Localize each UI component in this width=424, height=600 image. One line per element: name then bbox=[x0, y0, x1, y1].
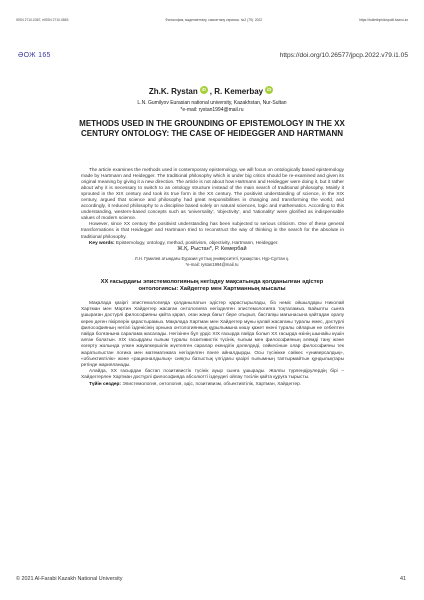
abstract-kz bbox=[81, 301, 344, 388]
kz-keywords bbox=[81, 382, 344, 388]
affiliation bbox=[0, 100, 424, 114]
affiliation-text: L.N. Gumilyov Eurasian national university, Kazakhstan, Nur-Sultan bbox=[137, 100, 287, 106]
kz-keywords-label: Түйін сөздер: bbox=[89, 381, 122, 387]
kz-abstract-paragraph: Алайда, ХХ ғасырдан бастап позитивистік түсінік ауыр сынға ұшырады. Жалпы түрлендірулердің бірі – Хайдеггерлен Хартман дәстүрлі философияда абсолютті іздеудегі ойлау тәсілін қайта құруға тырысты. bbox=[81, 369, 344, 381]
kz-article-title: ХХ ғасырдағы эпистемологияның негіздеу мақсатында қолданылған әдістер онтологиясы: Хайдеггер мен Хартманның мысалы bbox=[100, 279, 324, 292]
author-email[interactable]: *e-mail: rystan1994@mail.ru bbox=[180, 107, 244, 113]
article-title: METHODS USED IN THE GROUNDING OF EPISTEMOLOGY IN THE XX CENTURY ONTOLOGY: THE CASE OF HEIDEGGER AND HARTMANN bbox=[79, 119, 345, 138]
doi-link[interactable]: https://doi.org/10.26577/jpcp.2022.v79.i1.05 bbox=[279, 52, 408, 59]
keywords-text: Epistemology, ontology, method, positivism, objectivity, Hartmann, Heidegger. bbox=[114, 240, 279, 246]
journal-url[interactable]: https://bulletinphilospolit.kaznu.kz bbox=[359, 18, 408, 22]
abstract-en bbox=[81, 168, 344, 247]
page-footer bbox=[16, 576, 406, 582]
author-line bbox=[0, 86, 424, 96]
kz-abstract-paragraph: Мақалада қазіргі эпистемологияда қолданылатын әдістер қарастырылады, біз немiс ойшылдары Николай Хартман мен Мартин Хайдеггер жасаған онтологияға негізделген эпистемологияға тоқталамыз. Байыпты сынға ұшыраған дәстүрлі философияны қайта қарап, оған жаңа бағыт бере отырып, бастапқы мағынасына қайтадан оралу керек деген пікірлерін қарастырамыз. Мақалада Хартман мен Хайдеггер мұны қалай жасағаны туралы емес, дәстүрлі философияның негізгі ізденісінің орнына онтологиянның құрылымына көшу қажет екені туралы ойларын не себептен пайда болғанына саралама жасалады. Негізінен бұл үрдіс ХІХ ғасырда пайда болып ХХ ғасырда өзінің шынайы күшін алған болатын. ХІХ ғасырдағы ғылым туралы позитивистік түсінік, ғылым мен философияның әлемді тану және өзгерту жолында үлкен жауапкершілік жүктелген саралар екендігін дәлелдеді, сөйкесінше олар философияны тек жаратылыстан логика мен математикаға негізделген пәнге айналдырды. Осы түсінікке сәйкес «универсалдық», «объективтілік» және «рационалдылық» сияқты батыстық үлгідағы қазіргі ғылымның таптырмайтын құндылықтары ретінде жарияланады. bbox=[81, 301, 344, 369]
kz-author-line: Ж.Қ. Рыстан*, Р. Кемербай bbox=[177, 246, 247, 252]
article-meta bbox=[18, 52, 408, 59]
running-header bbox=[16, 18, 408, 22]
udc-code: ӘОЖ 165 bbox=[18, 52, 51, 59]
copyright: © 2021 Al-Farabi Kazakh National University bbox=[16, 576, 123, 582]
abstract-paragraph: The article examines the methods used in contemporary epistemology, we will focus on ontologically based epistemology made by Hartmann and Heidegger. The traditional philosophy which is under big critics should be re-examined and given its original meaning by giving it a new direction. The article is not about how Hartmann and Heidegger were doing it, but it rather about why it is necessary to switch to an ontology structure instead of the main search of traditional philosophy. Mainly it sprouted in the XIX century and took its true form in the XX century. The positivist understanding of science, in the XIX century, argued that science and philosophy had great responsibilities in changing and transforming the world, and accordingly, it reduced philosophy to a discipline based solely on natural sciences, logic and mathematics. According to this understanding, western-based concepts such as 'universality', 'objectivity', and 'rationality' were glorified as indispensable values of modern science. bbox=[81, 168, 344, 222]
page-number: 41 bbox=[400, 576, 406, 582]
orcid-icon[interactable]: iD bbox=[267, 87, 272, 92]
kz-affiliation bbox=[0, 256, 424, 267]
author-rystan: Zh.K. Rystan bbox=[148, 87, 198, 96]
orcid-icon[interactable]: iD bbox=[201, 87, 206, 92]
journal-name: Философия, мәдениеттану, саясаттану сериясы. №2 (79). 2022 bbox=[165, 18, 263, 22]
author-kemerbay: , R. Kemerbay bbox=[209, 87, 264, 96]
kz-affiliation-text: Л.Н. Гумилев атындағы Еуразия ұлттық университеті, Қазақстан, Нұр-Сұлтан қ. bbox=[134, 256, 290, 261]
issn-text: ISSN 2710-0367, eISSN 2710-0863 bbox=[16, 18, 69, 22]
keywords-label: Key words: bbox=[89, 240, 115, 246]
abstract-paragraph: However, since XX century the positivist understanding has been subjected to serious criticism. One of these general transformations is that Heidegger and Hartmann tried to reconstruct the way of thinking in the search for the absolute in traditional philosophy. bbox=[81, 222, 344, 240]
kz-author-email[interactable]: *e-mail: rystan1994@mail.ru bbox=[185, 261, 239, 267]
kz-keywords-text: Эпистемология, онтология, әдіс, позитивизм, объективтілік, Хартман, Хайдеггер. bbox=[121, 381, 302, 387]
